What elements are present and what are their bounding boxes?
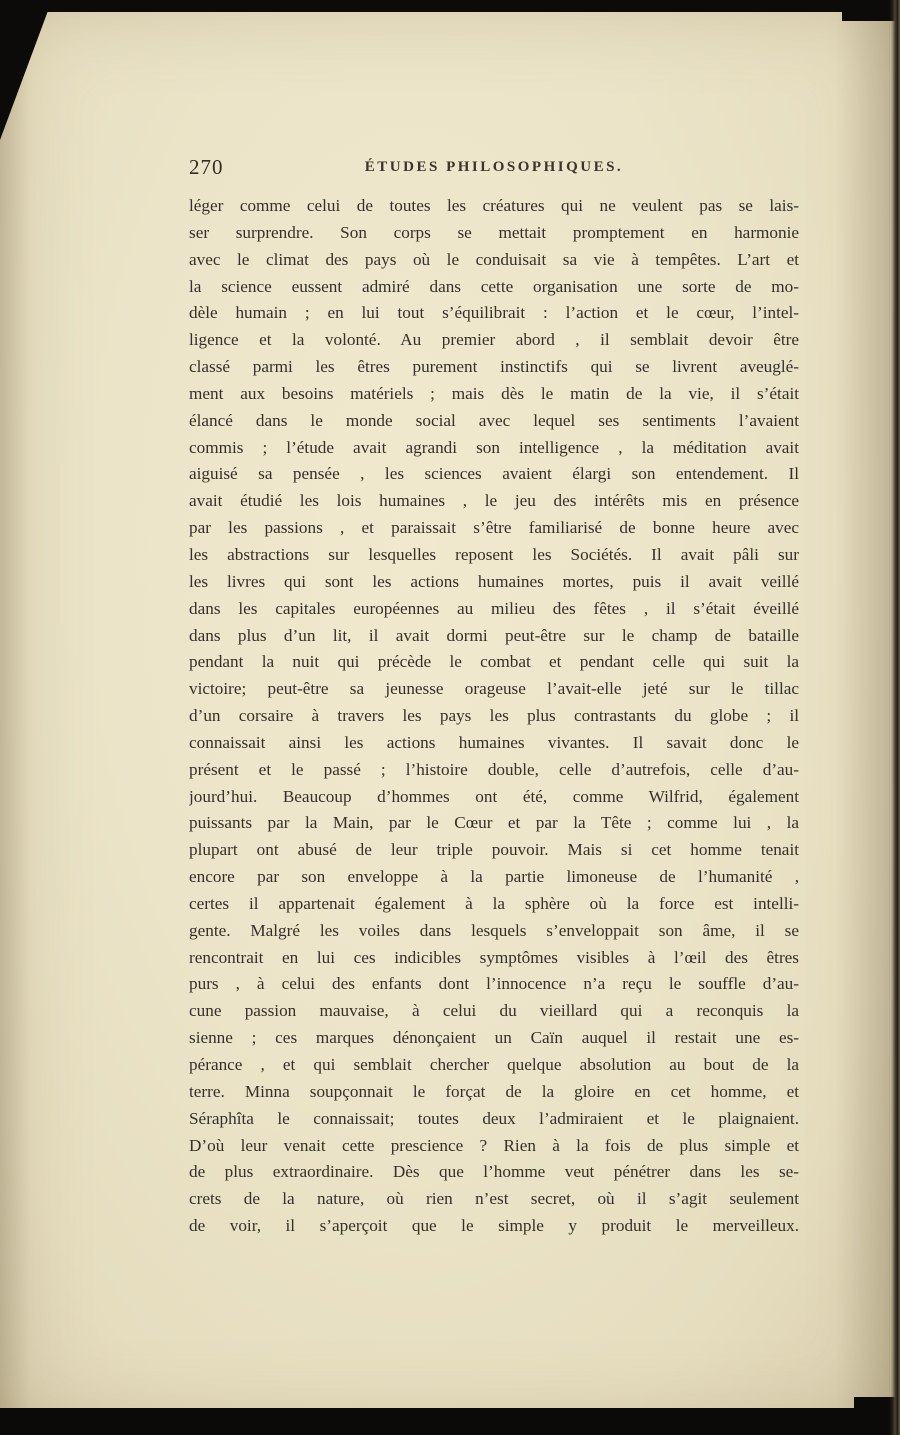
text-line: certes il appartenait également à la sphère où la force est intelli- — [189, 893, 799, 913]
text-line: ser surprendre. Son corps se mettait promptement en harmonie — [189, 222, 799, 242]
text-line: léger comme celui de toutes les créatures qui ne veulent pas se lais- — [189, 196, 799, 215]
text-line: victoire; peut-être sa jeunesse orageuse l’avait-elle jeté sur le tillac — [189, 679, 799, 699]
text-line: rencontrait en lui ces indicibles symptômes visibles à l’œil des êtres — [189, 947, 799, 967]
text-line: D’où leur venait cette prescience ? Rien à la fois de plus simple et — [189, 1135, 799, 1155]
text-line: avait étudié les lois humaines , le jeu des intérêts mis en présence — [189, 491, 799, 511]
text-line: commis ; l’étude avait agrandi son intelligence , la méditation avait — [189, 437, 799, 457]
text-line: pérance , et qui semblait chercher quelque absolution au bout de la — [189, 1055, 799, 1074]
page-number: 270 — [189, 155, 224, 179]
text-line: dans les capitales européennes au milieu des fêtes , il s’était éveillé — [189, 598, 799, 618]
text-line: élancé dans le monde social avec lequel ses sentiments l’avaient — [189, 410, 799, 430]
text-line: classé parmi les êtres purement instinctifs qui se livrent aveuglé- — [189, 357, 799, 377]
scan-edge-right — [889, 0, 900, 1435]
body-text-block — [189, 193, 799, 1240]
text-line: pendant la nuit qui précède le combat et pendant celle qui suit la — [189, 652, 799, 672]
text-line: d’un corsaire à travers les pays les plus contrastants du globe ; il — [189, 706, 799, 726]
scan-edge-bottom — [0, 1408, 900, 1435]
text-line: encore par son enveloppe à la partie limoneuse de l’humanité , — [189, 867, 799, 887]
text-line: jourd’hui. Beaucoup d’hommes ont été, comme Wilfrid, également — [189, 786, 799, 806]
text-line: de plus extraordinaire. Dès que l’homme veut pénétrer dans les se- — [189, 1162, 799, 1182]
text-line: crets de la nature, où rien n’est secret, où il s’agit seulement — [189, 1189, 799, 1209]
text-line: dèle humain ; en lui tout s’équilibrait : l’action et le cœur, l’intel- — [189, 303, 799, 323]
paper-shading-right — [835, 0, 890, 1435]
text-line: ligence et la volonté. Au premier abord , il semblait devoir être — [189, 330, 799, 350]
text-line: la science eussent admiré dans cette organisation une sorte de mo- — [189, 276, 799, 296]
text-line: les abstractions sur lesquelles reposent les Sociétés. Il avait pâli sur — [189, 544, 799, 564]
text-line: purs , à celui des enfants dont l’innocence n’a reçu le souffle d’au- — [189, 974, 799, 994]
text-line: aiguisé sa pensée , les sciences avaient élargi son entendement. Il — [189, 464, 799, 484]
text-line: avec le climat des pays où le conduisait sa vie à tempêtes. L’art et — [189, 249, 799, 269]
text-line: gente. Malgré les voiles dans lesquels s’enveloppait son âme, il se — [189, 920, 799, 940]
scan-edge-top — [0, 0, 900, 12]
text-line: sienne ; ces marques dénonçaient un Caïn auquel il restait une es- — [189, 1028, 799, 1048]
text-line: terre. Minna soupçonnait le forçat de la gloire en cet homme, et — [189, 1081, 799, 1101]
running-title: ÉTUDES PHILOSOPHIQUES. — [364, 159, 624, 175]
text-line: connaissait ainsi les actions humaines vivantes. Il savait donc le — [189, 732, 799, 752]
text-line: par les passions , et paraissait s’être familiarisé de bonne heure avec — [189, 518, 799, 538]
text-line: plupart ont abusé de leur triple pouvoir. Mais si cet homme tenait — [189, 840, 799, 860]
page-header — [189, 153, 799, 185]
text-line: de voir, il s’aperçoit que le simple y produit le merveilleux. — [189, 1216, 799, 1236]
text-line: cune passion mauvaise, à celui du vieillard qui a reconquis la — [189, 1001, 799, 1021]
text-line: Séraphîta le connaissait; toutes deux l’admiraient et le plaignaient. — [189, 1108, 799, 1128]
text-line: dans plus d’un lit, il avait dormi peut-être sur le champ de bataille — [189, 625, 799, 645]
text-line: les livres qui sont les actions humaines mortes, puis il avait veillé — [189, 571, 799, 591]
text-line: puissants par la Main, par le Cœur et par la Tête ; comme lui , la — [189, 813, 799, 833]
text-line: ment aux besoins matériels ; mais dès le matin de la vie, il s’était — [189, 383, 799, 403]
paper-shading-left — [0, 0, 30, 1435]
text-line: présent et le passé ; l’histoire double, celle d’autrefois, celle d’au- — [189, 759, 799, 779]
